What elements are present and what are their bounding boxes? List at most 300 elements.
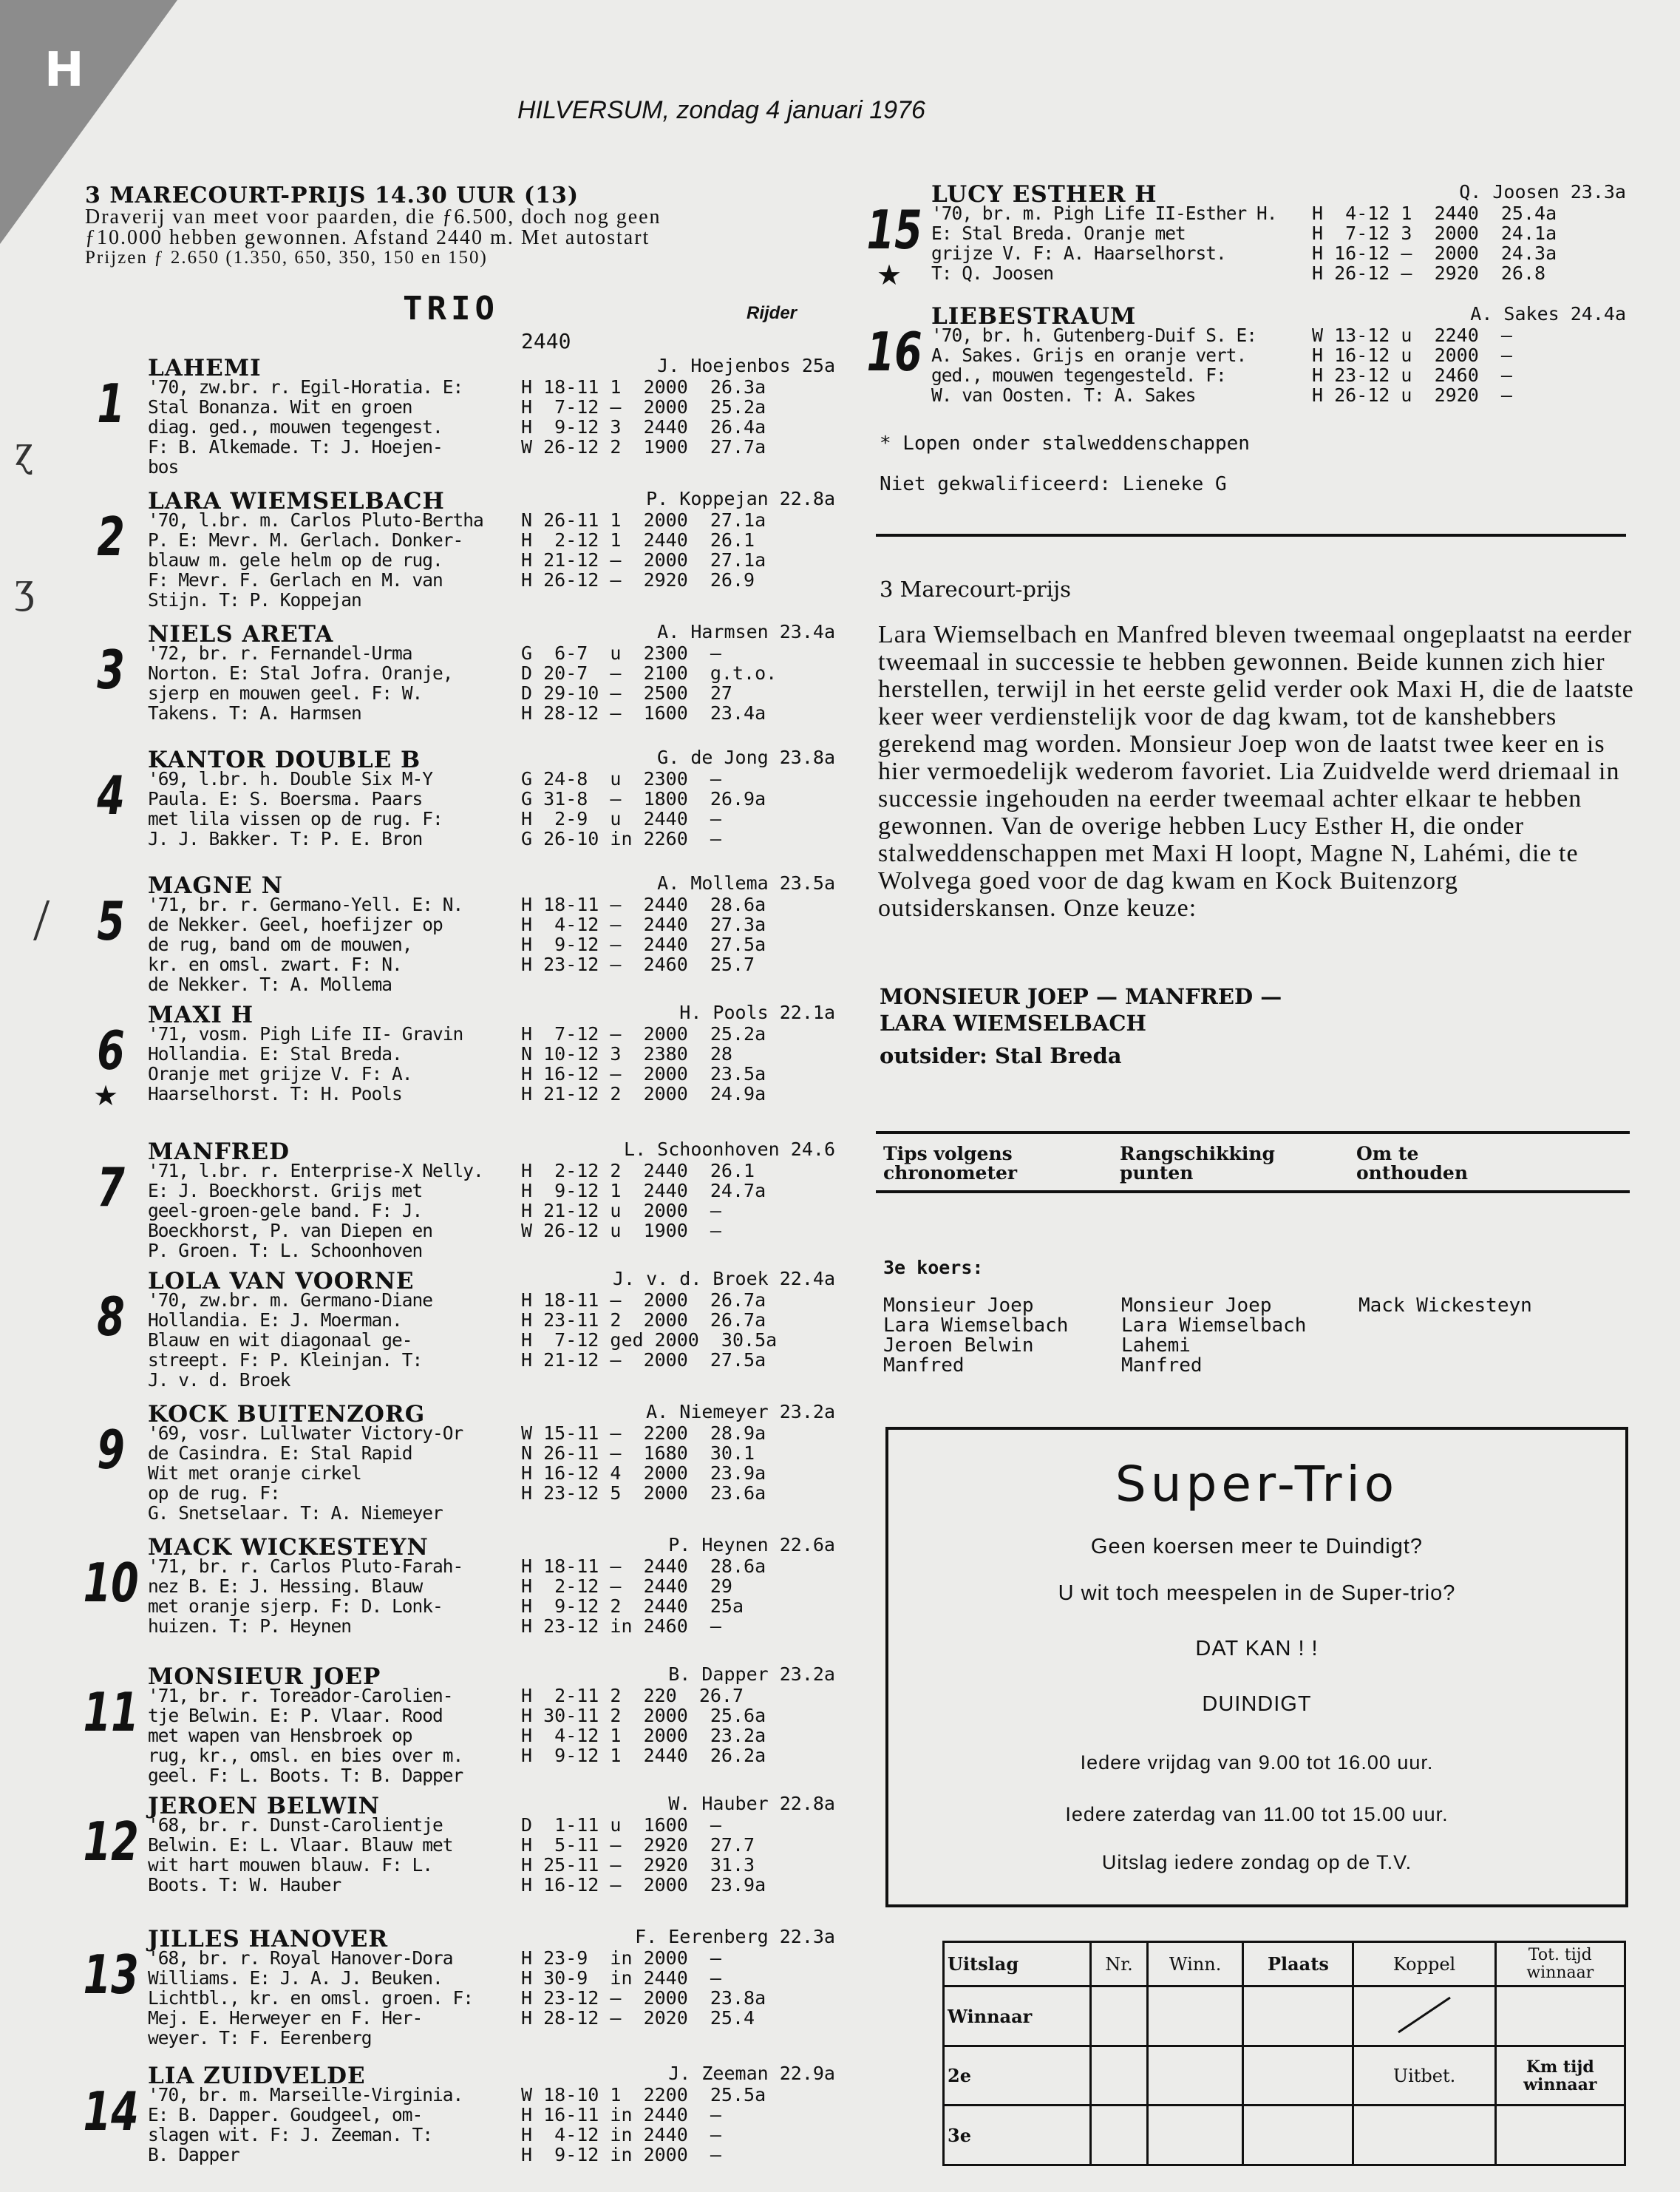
description-line: de Nekker. Geel, hoefijzer op (148, 914, 443, 935)
super-trio-title: Super-Trio (1115, 1456, 1399, 1513)
run-line: H 9-12 1 2440 26.2a (521, 1745, 766, 1766)
super-trio-box (885, 1427, 1628, 1907)
run-line: H 2-11 2 220 26.7 (521, 1685, 744, 1706)
horse-name: LARA WIEMSELBACH (148, 488, 445, 515)
run-line: H 23-12 5 2000 23.6a (521, 1482, 766, 1504)
horse-entry (857, 181, 1626, 307)
horse-name: MAXI H (148, 1002, 254, 1028)
choice-line-2: LARA WIEMSELBACH (880, 1011, 1146, 1036)
stal-note: * Lopen onder stalweddenschappen (880, 432, 1250, 455)
description-line: Mej. E. Herweyer en F. Her- (148, 2007, 423, 2029)
run-line: H 23-9 in 2000 — (521, 1947, 721, 1969)
horse-recent-runs (521, 1423, 766, 1503)
description-line: P. E: Mevr. M. Gerlach. Donker- (148, 529, 463, 551)
horse-rider: A. Mollema 23.5a (657, 872, 835, 894)
horse-name: LOLA VAN VOORNE (148, 1268, 415, 1294)
description-line: Wit met oranje cirkel (148, 1462, 361, 1484)
run-line: H 16-11 in 2440 — (521, 2104, 721, 2125)
description-line: E: J. Boeckhorst. Grijs met (148, 1180, 423, 1201)
slash-mark (1384, 1992, 1465, 2036)
run-line: H 23-12 — 2460 25.7 (521, 954, 755, 975)
horse-rider: Q. Joosen 23.3a (1459, 181, 1626, 203)
horse-description (148, 510, 525, 610)
tip-horse: Lara Wiemselbach (1121, 1314, 1307, 1337)
result-cell (1091, 2046, 1148, 2106)
tip-horse: Manfred (883, 1354, 965, 1377)
description-line: '70, br. m. Marseille-Virginia. (148, 2084, 463, 2106)
horse-rider: P. Koppejan 22.8a (646, 488, 835, 509)
run-line: H 16-12 — 2000 24.3a (1312, 242, 1557, 264)
run-line: H 7-12 — 2000 25.2a (521, 1023, 766, 1045)
run-line: H 23-12 u 2460 — (1312, 364, 1512, 386)
result-cell (1243, 2106, 1353, 2165)
run-line: H 30-11 2 2000 25.6a (521, 1705, 766, 1726)
run-line: G 26-10 in 2260 — (521, 828, 721, 849)
prediction-text: Lara Wiemselbach en Manfred bleven tweemaal ongeplaatst na eerder tweemaal in successie te hebben gewonnen. Beide kunnen zich hier herstellen, terwijl in het eerste gelid verder ook Maxi H, die de laatste keer weer verdienstelijk voor de dag kwam, tot de kanshebbers gerekend mag worden. Monsieur Joep won de laatst twee keer en is hier vermoedelijk wederom favoriet. Lia Zuidvelde werd driemaal in successie ingehouden na eerder tweemaal achter elkaar te hebben gewonnen. Van de overige hebben Lucy Esther H, die onder stalweddenschappen met Maxi H loopt, Magne N, Lahémi, die te Wolvega goed voor de dag kwam en Kock Buitenzorg outsiderskansen. Onze keuze: (878, 621, 1634, 922)
tips-header-1a: Tips volgens (883, 1143, 1013, 1164)
run-line: H 18-11 — 2440 28.6a (521, 894, 766, 915)
horse-number: 15 (866, 199, 922, 261)
run-line: H 28-12 — 2020 25.4 (521, 2007, 755, 2029)
tips-header-3a: Om te (1356, 1143, 1419, 1164)
tips-header-2a: Rangschikking (1120, 1143, 1275, 1164)
run-line: H 18-11 — 2000 26.7a (521, 1289, 766, 1311)
tip-horse: Manfred (1121, 1354, 1203, 1377)
horse-entry (74, 1534, 835, 1660)
description-line: Oranje met grijze V. F: A. (148, 1063, 412, 1085)
description-line: weyer. T: F. Eerenberg (148, 2027, 372, 2049)
horse-recent-runs (521, 643, 777, 723)
description-line: '70, zw.br. m. Germano-Diane (148, 1289, 433, 1311)
horse-rider: J. Zeeman 22.9a (668, 2063, 835, 2084)
description-line: W. van Oosten. T: A. Sakes (931, 384, 1196, 406)
tips-koers: 3e koers: (883, 1257, 984, 1278)
result-header-koppel: Koppel (1353, 1942, 1495, 1986)
run-line: H 9-12 3 2440 26.4a (521, 416, 766, 438)
run-line: N 26-11 — 1680 30.1 (521, 1442, 755, 1464)
horse-description (148, 1423, 525, 1523)
run-line: H 16-12 u 2000 — (1312, 345, 1512, 366)
horse-name: KANTOR DOUBLE B (148, 747, 421, 773)
run-line: H 26-12 — 2920 26.9 (521, 569, 755, 591)
description-line: Hollandia. E: J. Moerman. (148, 1309, 402, 1331)
run-line: H 23-12 — 2000 23.8a (521, 1987, 766, 2009)
horse-recent-runs (521, 1948, 766, 2028)
tips-column-onthouden (1358, 1296, 1532, 1316)
horse-recent-runs (521, 1290, 777, 1370)
tips-bottom-rule (876, 1190, 1630, 1193)
horse-name: JEROEN BELWIN (148, 1793, 380, 1819)
tip-horse: Lara Wiemselbach (883, 1314, 1069, 1337)
tip-horse: Mack Wickesteyn (1358, 1294, 1532, 1317)
description-line: Boots. T: W. Hauber (148, 1874, 341, 1896)
horse-name: LIA ZUIDVELDE (148, 2063, 366, 2089)
run-line: H 16-12 — 2000 23.5a (521, 1063, 766, 1085)
horse-recent-runs (521, 1556, 766, 1636)
tips-header-punten (1120, 1144, 1275, 1183)
horse-description (148, 1556, 525, 1636)
horse-name: MAGNE N (148, 872, 283, 899)
description-line: Paula. E: S. Boersma. Paars (148, 788, 423, 810)
result-cell (1147, 1986, 1242, 2046)
horse-name: KOCK BUITENZORG (148, 1401, 426, 1428)
result-table (942, 1941, 1626, 2166)
description-line: ged., mouwen tegengesteld. F: (931, 364, 1226, 386)
description-line: blauw m. gele helm op de rug. (148, 549, 443, 571)
result-row-winnaar: Winnaar (944, 1986, 1091, 2046)
description-line: Hollandia. E: Stal Breda. (148, 1043, 402, 1065)
horse-number: 5 (97, 890, 125, 952)
horse-entry (857, 303, 1626, 429)
description-line: kr. en omsl. zwart. F: N. (148, 954, 402, 975)
description-line: wit hart mouwen blauw. F: L. (148, 1854, 433, 1876)
run-line: H 4-12 1 2000 23.2a (521, 1725, 766, 1746)
run-line: D 20-7 — 2100 g.t.o. (521, 662, 778, 684)
run-line: H 7-12 ged 2000 30.5a (521, 1329, 778, 1351)
run-line: H 23-11 2 2000 26.7a (521, 1309, 766, 1331)
result-header-uitslag: Uitslag (944, 1942, 1091, 1986)
horse-rider: A. Niemeyer 23.2a (646, 1401, 835, 1422)
trio-distance: 2440 (521, 329, 571, 353)
corner-letter: H (44, 43, 84, 98)
description-line: slagen wit. F: J. Zeeman. T: (148, 2124, 433, 2145)
run-line: H 26-12 u 2920 — (1312, 384, 1512, 406)
description-line: Williams. E: J. A. J. Beuken. (148, 1967, 443, 1989)
horse-entry (74, 1268, 835, 1394)
horse-number: 1 (97, 373, 125, 435)
horse-number: 3 (97, 639, 125, 701)
description-line: Haarselhorst. T: H. Pools (148, 1083, 402, 1105)
description-line: F: Mevr. F. Gerlach en M. van (148, 569, 443, 591)
horse-description (148, 1948, 525, 2048)
horse-recent-runs (521, 769, 766, 849)
description-line: tje Belwin. E: P. Vlaar. Rood (148, 1705, 443, 1726)
horse-number: 7 (97, 1156, 125, 1218)
horse-number: 9 (97, 1419, 125, 1481)
run-line: G 6-7 u 2300 — (521, 642, 721, 664)
result-cell (1091, 1986, 1148, 2046)
description-line: '70, br. m. Pigh Life II-Esther H. (931, 203, 1277, 224)
description-line: op de rug. F: (148, 1482, 280, 1504)
run-line: H 9-12 — 2440 27.5a (521, 934, 766, 955)
run-line: N 26-11 1 2000 27.1a (521, 509, 766, 531)
description-line: grijze V. F: A. Haarselhorst. (931, 242, 1226, 264)
horse-entry (74, 747, 835, 872)
horse-number: 10 (83, 1552, 139, 1614)
result-row-3e: 3e (944, 2106, 1091, 2165)
horse-description (148, 1686, 525, 1785)
horse-number: 14 (83, 2080, 139, 2142)
result-km-1: Km tijd (1526, 2057, 1594, 2077)
prediction-title: 3 Marecourt-prijs (880, 577, 1071, 602)
horse-entry (74, 2063, 835, 2188)
result-row-2e: 2e (944, 2046, 1091, 2106)
run-line: H 2-9 u 2440 — (521, 808, 721, 829)
tip-horse: Monsieur Joep (883, 1294, 1034, 1317)
tips-top-rule (876, 1131, 1630, 1134)
horse-number: 13 (83, 1944, 139, 2006)
description-line: '72, br. r. Fernandel-Urma (148, 642, 412, 664)
horse-description (148, 1815, 525, 1895)
result-header-nr: Nr. (1091, 1942, 1148, 1986)
tips-header-onthouden (1356, 1144, 1468, 1183)
horse-rider: F. Eerenberg 22.3a (635, 1926, 835, 1947)
description-line: met oranje sjerp. F: D. Lonk- (148, 1595, 443, 1617)
run-line: W 26-12 2 1900 27.7a (521, 436, 766, 458)
run-line: D 29-10 — 2500 27 (521, 682, 732, 704)
run-line: H 2-12 1 2440 26.1 (521, 529, 755, 551)
race-prizes: Prijzen ƒ 2.650 (1.350, 650, 350, 150 en 150) (85, 248, 488, 268)
horse-description (931, 203, 1316, 283)
handwritten-mark-slash: / (33, 888, 50, 953)
result-km-2: winnaar (1523, 2074, 1597, 2094)
description-line: '71, br. r. Toreador-Carolien- (148, 1685, 453, 1706)
description-line: '69, l.br. h. Double Six M-Y (148, 768, 433, 790)
description-line: diag. ged., mouwen tegengest. (148, 416, 443, 438)
description-line: '71, l.br. r. Enterprise-X Nelly. (148, 1160, 483, 1181)
race-info (85, 185, 839, 267)
horse-number: 11 (83, 1681, 139, 1743)
outsider: outsider: Stal Breda (880, 1043, 1122, 1068)
run-line: H 5-11 — 2920 27.7 (521, 1834, 755, 1856)
run-line: G 31-8 — 1800 26.9a (521, 788, 766, 810)
horse-entry (74, 355, 835, 481)
tips-header-3b: onthouden (1356, 1162, 1468, 1184)
horse-number: 16 (866, 321, 922, 383)
horse-recent-runs (521, 1024, 766, 1104)
horse-entry (74, 1139, 835, 1264)
handwritten-mark-2: ɀ (15, 426, 35, 475)
tips-header-1b: chronometer (883, 1162, 1018, 1184)
race-condition-2: ƒ10.000 hebben gewonnen. Afstand 2440 m. Met autostart (85, 226, 650, 249)
run-line: H 21-12 2 2000 24.9a (521, 1083, 766, 1105)
description-line: Lichtbl., kr. en omsl. groen. F: (148, 1987, 474, 2009)
run-line: H 9-12 1 2440 24.7a (521, 1180, 766, 1201)
result-cell (1495, 1986, 1625, 2046)
horse-recent-runs (1312, 325, 1512, 405)
stal-star: ★ (93, 1079, 119, 1112)
run-line: H 2-12 — 2440 29 (521, 1575, 732, 1597)
tip-horse: Monsieur Joep (1121, 1294, 1272, 1317)
result-uitbet: Uitbet. (1353, 2046, 1495, 2106)
horse-recent-runs (1312, 203, 1557, 283)
run-line: D 1-11 u 1600 — (521, 1814, 721, 1836)
description-line: E: B. Dapper. Goudgeel, om- (148, 2104, 423, 2125)
description-line: bos (148, 456, 179, 478)
description-line: rug, kr., omsl. en bies over m. (148, 1745, 463, 1766)
race-title: 3 MARECOURT-PRIJS 14.30 UUR (13) (85, 183, 579, 208)
description-line: '71, br. r. Carlos Pluto-Farah- (148, 1555, 463, 1577)
horse-description (148, 769, 525, 849)
result-cell (1495, 2106, 1625, 2165)
description-line: Boeckhorst, P. van Diepen en (148, 1220, 433, 1241)
horse-entry (74, 1002, 835, 1127)
result-cell (1243, 1986, 1353, 2046)
horse-name: MACK WICKESTEYN (148, 1534, 429, 1561)
result-cell (1147, 2046, 1242, 2106)
horse-description (148, 2085, 525, 2165)
run-line: H 7-12 — 2000 25.2a (521, 396, 766, 418)
result-cell (1243, 2046, 1353, 2106)
horse-entry (74, 1926, 835, 2052)
horse-name: JILLES HANOVER (148, 1926, 389, 1952)
description-line: '68, br. r. Royal Hanover-Dora (148, 1947, 453, 1969)
horse-rider: J. Hoejenbos 25a (657, 355, 835, 376)
stal-star: ★ (877, 259, 902, 291)
description-line: de rug, band om de mouwen, (148, 934, 412, 955)
tips-header-2b: punten (1120, 1162, 1194, 1184)
run-line: N 10-12 3 2380 28 (521, 1043, 732, 1065)
horse-entry (74, 872, 835, 998)
tips-header-chronometer (883, 1144, 1017, 1183)
horse-description (931, 325, 1316, 405)
run-line: W 18-10 1 2200 25.5a (521, 2084, 766, 2106)
run-line: W 26-12 u 1900 — (521, 1220, 721, 1241)
horse-rider: J. v. d. Broek 22.4a (612, 1268, 835, 1289)
run-line: H 28-12 — 1600 23.4a (521, 702, 766, 724)
page-header: HILVERSUM, zondag 4 januari 1976 (517, 96, 925, 124)
horse-description (148, 643, 525, 723)
horse-rider: H. Pools 22.1a (679, 1002, 835, 1023)
description-line: E: Stal Breda. Oranje met (931, 223, 1186, 244)
description-line: de Casindra. E: Stal Rapid (148, 1442, 412, 1464)
description-line: Blauw en wit diagonaal ge- (148, 1329, 412, 1351)
description-line: Stijn. T: P. Koppejan (148, 589, 361, 611)
run-line: H 18-11 1 2000 26.3a (521, 376, 766, 398)
run-line: H 21-12 — 2000 27.1a (521, 549, 766, 571)
run-line: H 23-12 in 2460 — (521, 1615, 721, 1637)
horse-recent-runs (521, 510, 766, 590)
result-cell-slash (1353, 1986, 1495, 2046)
run-line: H 9-12 in 2000 — (521, 2144, 721, 2165)
horse-description (148, 1290, 525, 1390)
run-line: H 16-12 4 2000 23.9a (521, 1462, 766, 1484)
description-line: A. Sakes. Grijs en oranje vert. (931, 345, 1247, 366)
description-line: B. Dapper (148, 2144, 239, 2165)
run-line: H 4-12 in 2440 — (521, 2124, 721, 2145)
horse-entry (74, 488, 835, 614)
description-line: geel-groen-gele band. F: J. (148, 1200, 423, 1221)
run-line: H 16-12 — 2000 23.9a (521, 1874, 766, 1896)
super-trio-line-7: Uitslag iedere zondag op de T.V. (1101, 1851, 1412, 1873)
description-line: sjerp en mouwen geel. F: W. (148, 682, 423, 704)
horse-rider: A. Harmsen 23.4a (657, 621, 835, 642)
horse-rider: B. Dapper 23.2a (668, 1663, 835, 1685)
description-line: streept. F: P. Kleinjan. T: (148, 1349, 423, 1371)
race-condition-1: Draverij van meet voor paarden, die ƒ6.500, doch nog geen (85, 206, 662, 228)
tips-column-punten (1121, 1296, 1306, 1376)
run-line: H 4-12 — 2440 27.3a (521, 914, 766, 935)
tip-horse: Jeroen Belwin (883, 1334, 1034, 1357)
result-cell (1147, 2106, 1242, 2165)
result-cell (1091, 2106, 1148, 2165)
horse-recent-runs (521, 1815, 766, 1895)
horse-rider: W. Hauber 22.8a (668, 1793, 835, 1814)
horse-description (148, 895, 525, 994)
rider-heading: Rijder (747, 303, 798, 323)
horse-name: LUCY ESTHER H (931, 181, 1157, 208)
description-line: met lila vissen op de rug. F: (148, 808, 443, 829)
horse-number: 6 (97, 1019, 125, 1082)
horse-rider: A. Sakes 24.4a (1470, 303, 1626, 325)
run-line: W 13-12 u 2240 — (1312, 325, 1512, 346)
horse-recent-runs (521, 2085, 766, 2165)
handwritten-mark-3: ʒ (15, 563, 35, 611)
horse-number: 12 (83, 1811, 139, 1873)
horse-name: LIEBESTRAUM (931, 303, 1137, 330)
description-line: '70, br. h. Gutenberg-Duif S. E: (931, 325, 1257, 346)
description-line: '70, zw.br. r. Egil-Horatia. E: (148, 376, 463, 398)
description-line: geel. F: L. Boots. T: B. Dapper (148, 1765, 463, 1786)
run-line: W 15-11 — 2200 28.9a (521, 1422, 766, 1444)
horse-number: 8 (97, 1286, 125, 1348)
horse-description (148, 1024, 525, 1104)
trio-label: TRIO (403, 290, 499, 328)
run-line: H 4-12 1 2440 25.4a (1312, 203, 1557, 224)
run-line: H 18-11 — 2440 28.6a (521, 1555, 766, 1577)
horse-entry (74, 1401, 835, 1527)
description-line: J. v. d. Broek (148, 1369, 290, 1391)
description-line: '70, l.br. m. Carlos Pluto-Bertha (148, 509, 483, 531)
description-line: huizen. T: P. Heynen (148, 1615, 352, 1637)
description-line: '68, br. r. Dunst-Carolientje (148, 1814, 443, 1836)
super-trio-line-5: Iedere vrijdag van 9.00 tot 16.00 uur. (1080, 1751, 1434, 1774)
description-line: T: Q. Joosen (931, 262, 1054, 284)
run-line: H 9-12 2 2440 25a (521, 1595, 744, 1617)
divider-rule (876, 534, 1626, 537)
description-line: Belwin. E: L. Vlaar. Blauw met (148, 1834, 453, 1856)
description-line: nez B. E: J. Hessing. Blauw (148, 1575, 423, 1597)
result-header-winn: Winn. (1147, 1942, 1242, 1986)
horse-recent-runs (521, 1161, 766, 1241)
horse-name: LAHEMI (148, 355, 262, 381)
choice-line-1: MONSIEUR JOEP — MANFRED — (880, 984, 1282, 1009)
super-trio-line-1: Geen koersen meer te Duindigt? (1090, 1535, 1424, 1558)
not-qualified-note: Niet gekwalificeerd: Lieneke G (880, 473, 1227, 495)
run-line: H 30-9 in 2440 — (521, 1967, 721, 1989)
run-line: G 24-8 u 2300 — (521, 768, 721, 790)
description-line: J. J. Bakker. T: P. E. Bron (148, 828, 423, 849)
description-line: '71, vosm. Pigh Life II- Gravin (148, 1023, 463, 1045)
horse-rider: G. de Jong 23.8a (657, 747, 835, 768)
tip-horse: Lahemi (1121, 1334, 1191, 1357)
description-line: met wapen van Hensbroek op (148, 1725, 412, 1746)
description-line: Takens. T: A. Harmsen (148, 702, 361, 724)
result-header-tot-2: winnaar (1526, 1963, 1594, 1982)
super-trio-line-6: Iedere zaterdag van 11.00 tot 15.00 uur. (1065, 1803, 1449, 1825)
run-line: H 7-12 3 2000 24.1a (1312, 223, 1557, 244)
description-line: Stal Bonanza. Wit en groen (148, 396, 412, 418)
result-cell (1353, 2106, 1495, 2165)
run-line: H 25-11 — 2920 31.3 (521, 1854, 755, 1876)
run-line: H 21-12 u 2000 — (521, 1200, 721, 1221)
horse-entry (74, 621, 835, 747)
run-line: H 2-12 2 2440 26.1 (521, 1160, 755, 1181)
horse-number: 2 (97, 506, 125, 568)
horse-name: MONSIEUR JOEP (148, 1663, 381, 1690)
run-line: H 21-12 — 2000 27.5a (521, 1349, 766, 1371)
run-line: H 26-12 — 2920 26.8 (1312, 262, 1546, 284)
horse-entry (74, 1793, 835, 1918)
result-header-tot-tijd (1495, 1942, 1625, 1986)
description-line: '71, br. r. Germano-Yell. E: N. (148, 894, 463, 915)
description-line: P. Groen. T: L. Schoonhoven (148, 1240, 423, 1261)
horse-entry (74, 1663, 835, 1789)
super-trio-line-3: DAT KAN ! ! (1195, 1637, 1319, 1660)
description-line: '69, vosr. Lullwater Victory-Or (148, 1422, 463, 1444)
prediction-choice (880, 983, 1282, 1069)
horse-name: MANFRED (148, 1139, 290, 1165)
